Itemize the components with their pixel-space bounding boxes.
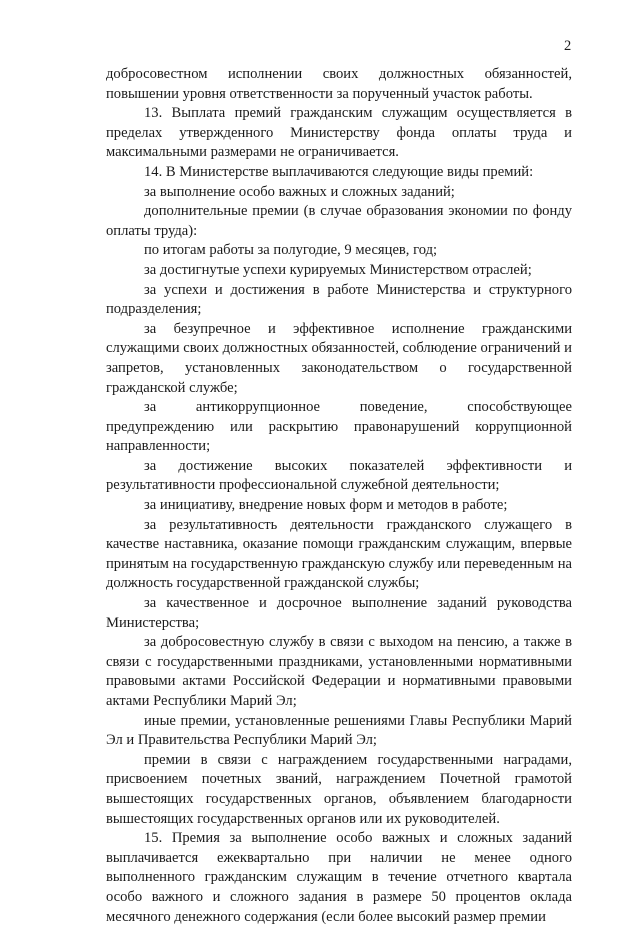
clause-14: 14. В Министерстве выплачиваются следующие виды премий: [144, 163, 534, 180]
list-item: за качественное и досрочное выполнение заданий руководства Министерства; [106, 595, 572, 631]
clause-13: 13. Выплата премий гражданским служащим осуществляется в пределах утвержденного Министерству фонда оплаты труда и максимальными размерами не ограничивается. [106, 105, 572, 161]
list-item: за инициативу, внедрение новых форм и методов в работе; [144, 497, 508, 514]
list-item: за антикоррупционное поведение, способствующее предупреждению или раскрытию правонарушений коррупционной направленности; [106, 399, 572, 455]
list-item: за безупречное и эффективное исполнение гражданскими служащими своих должностных обязанностей, соблюдение ограничений и запретов, установленных законодательством о государственной гражданской службе; [106, 320, 572, 396]
list-item: за достигнутые успехи курируемых Министерством отраслей; [144, 261, 532, 278]
paragraph-continuation: добросовестном исполнении своих должностных обязанностей, повышении уровня ответственности за порученный участок работы. [106, 66, 572, 102]
list-item: за добросовестную службу в связи с выходом на пенсию, а также в связи с государственными праздниками, установленными нормативными правовыми актами Российской Федерации и нормативными правовыми актами Республики Марий Эл; [106, 634, 572, 709]
list-item: иные премии, установленные решениями Главы Республики Марий Эл и Правительства Республики Марий Эл; [106, 712, 572, 749]
document-body [106, 65, 572, 927]
list-item: за результативность деятельности гражданского служащего в качестве наставника, оказание помощи гражданским служащим, впервые принятым на государственную гражданскую службу или переведенным на должность государственной гражданской службы; [106, 516, 572, 592]
list-item: за выполнение особо важных и сложных заданий; [144, 183, 455, 200]
list-item: по итогам работы за полугодие, 9 месяцев, год; [144, 242, 438, 259]
list-item: за успехи и достижения в работе Министерства и структурного подразделения; [106, 281, 572, 318]
list-item: дополнительные премии (в случае образования экономии по фонду оплаты труда): [106, 203, 572, 239]
page-number: 2 [564, 38, 572, 54]
list-item: за достижение высоких показателей эффективности и результативности профессиональной служебной деятельности; [106, 457, 572, 494]
clause-15: 15. Премия за выполнение особо важных и сложных заданий выплачивается ежеквартально при наличии не менее одного выполненного гражданским служащим в течение отчетного квартала особо важного и сложного задания в размере 50 процентов оклада месячного денежного содержания (если более высокий размер премии [106, 830, 572, 925]
list-item: премии в связи с награждением государственными наградами, присвоением почетных званий, награждением Почетной грамотой вышестоящих государственных органов, объявлением благодарности вышестоящих государственных органов или их руководителей. [106, 751, 572, 827]
